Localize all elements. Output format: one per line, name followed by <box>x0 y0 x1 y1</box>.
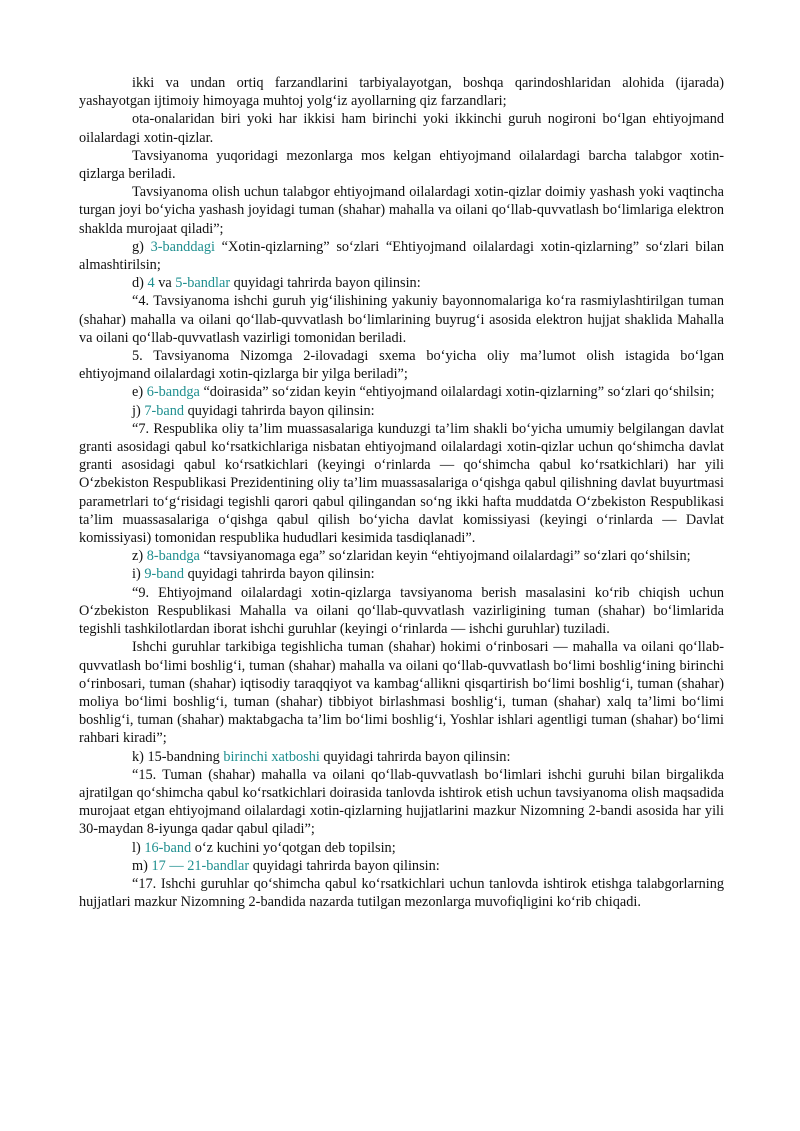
paragraph <box>79 110 724 146</box>
paragraph <box>79 274 724 292</box>
paragraph-text: quyidagi tahrirda bayon qilinsin: <box>249 857 440 874</box>
paragraph <box>79 748 724 766</box>
paragraph-text: ota-onalaridan biri yoki har ikkisi ham birinchi yoki ikkinchi guruh nogironi bo‘lgan ehtiyojmand oilalardagi xotin-qizlar. <box>79 111 724 146</box>
paragraph-text: j) <box>132 402 145 419</box>
paragraph-text: “7. Respublika oliy ta’lim muassasalariga kunduzgi ta’lim shakli bo‘yicha umumiy belgilangan davlat granti asosidagi qabul ko‘rsatkichlariga nisbatan ehtiyojmand oilalardagi xotin-qizlar uchun qo‘shimcha davlat granti asosidagi qabul ko‘rsatkichlari (keyingi o‘rinlarda — qo‘shimcha qabul ko‘rsatkichlari) har yili O‘zbekiston Respublikasi Prezidentining oliy ta’lim muassasalariga o‘qishga qabul qilishning davlat buyurtmasi parametrlari to‘g‘risidagi tegishli qarori qabul qilingandan so‘ng ikki hafta muddatda O‘zbekiston Respublikasi ta’lim muassasalariga o‘qishga qabul qilish bo‘yicha davlat komissiyasi (keyingi o‘rinlarda — Davlat komissiyasi) tomonidan respublika hududlari kesimida tasdiqlanadi”. <box>79 420 724 547</box>
paragraph-text: quyidagi tahrirda bayon qilinsin: <box>319 748 511 765</box>
paragraph-text: Ishchi guruhlar tarkibiga tegishlicha tuman (shahar) hokimi o‘rinbosari — mahalla va oilani qo‘llab-quvvatlash bo‘limi boshlig‘i, tuman (shahar) mahalla va oilani qo‘llab-quvvatlash bo‘limi boshlig‘ining birinchi o‘rinbosari, tuman (shahar) iqtisodiy taraqqiyot va kambag‘allikni qisqartirish bo‘limi boshlig‘i, tuman (shahar) moliya bo‘limi boshlig‘i, tuman (shahar) tibbiyot birlashmasi boshlig‘i, tuman (shahar) xalq ta’limi bo‘limi boshlig‘i, tuman (shahar) maktabgacha ta’lim bo‘limi boshlig‘i, Yoshlar ishlari agentligi tuman (shahar) bo‘limi rahbari kiradi”; <box>79 639 724 747</box>
document-reference-link[interactable]: 17 — 21-bandlar <box>151 857 250 874</box>
paragraph <box>79 347 724 383</box>
paragraph-text: z) <box>132 548 147 565</box>
document-reference-link[interactable]: birinchi xatboshi <box>223 748 320 765</box>
paragraph <box>79 839 724 857</box>
paragraph-text: va <box>154 275 176 292</box>
paragraph-text: quyidagi tahrirda bayon qilinsin: <box>184 402 375 419</box>
paragraph <box>79 766 724 839</box>
paragraph <box>79 74 724 110</box>
paragraph-text: Tavsiyanoma olish uchun talabgor ehtiyojmand oilalardagi xotin-qizlar doimiy yashash yoki vaqtincha turgan joyi bo‘yicha yashash joyidagi tuman (shahar) mahalla va oilani qo‘llab-quvvatlash bo‘limlariga elektron shaklda murojaat qiladi”; <box>79 184 724 237</box>
paragraph-text: quyidagi tahrirda bayon qilinsin: <box>184 566 375 583</box>
paragraph <box>79 402 724 420</box>
paragraph-text: “9. Ehtiyojmand oilalardagi xotin-qizlarga tavsiyanoma berish masalasini ko‘rib chiqish uchun O‘zbekiston Respublikasi Mahalla va oilani qo‘llab-quvvatlash vazirligining tuman (shahar) bo‘limlarida tegishli tashkilotlardan iborat ishchi guruhlar (keyingi o‘rinlarda — ishchi guruhlar) tuziladi. <box>79 584 724 638</box>
paragraph-text: ikki va undan ortiq farzandlarini tarbiyalayotgan, boshqa qarindoshlaridan alohida (ijarada) yashayotgan ijtimoiy himoyaga muhtoj yolg‘iz ayollarning qiz farzandlari; <box>79 75 724 110</box>
paragraph <box>79 565 724 583</box>
document-reference-link[interactable]: 9-band <box>144 566 185 583</box>
paragraph <box>79 875 724 911</box>
paragraph <box>79 420 724 547</box>
paragraph-text: Tavsiyanoma yuqoridagi mezonlarga mos kelgan ehtiyojmand oilalardagi barcha talabgor xotin-qizlarga beriladi. <box>79 147 724 183</box>
paragraph <box>79 183 724 238</box>
document-reference-link[interactable]: 4 <box>147 275 155 292</box>
document-body <box>79 74 724 911</box>
paragraph-text: d) <box>132 275 148 292</box>
paragraph-text: i) <box>132 566 145 583</box>
paragraph-text: k) 15-bandning <box>132 748 224 765</box>
paragraph-text: “Xotin-qizlarning” so‘zlari “Ehtiyojmand oilalardagi xotin-qizlarning” so‘zlari bilan almashtirilsin; <box>79 238 725 274</box>
paragraph-text: “doirasida” so‘zidan keyin “ehtiyojmand oilalardagi xotin-qizlarning” so‘zlari qo‘shilsin; <box>199 384 715 401</box>
document-reference-link[interactable]: 3-banddagi <box>150 238 215 255</box>
paragraph <box>79 383 724 401</box>
paragraph-text: o‘z kuchini yo‘qotgan deb topilsin; <box>191 839 396 856</box>
paragraph-text: “17. Ishchi guruhlar qo‘shimcha qabul ko‘rsatkichlari uchun tanlovda ishtirok etishga talabgorlarning hujjatlari mazkur Nizomning 2-bandida nazarda tutilgan mezonlarga muvofiqligini ko‘rib chiqadi. <box>79 875 724 911</box>
paragraph <box>79 238 724 274</box>
document-reference-link[interactable]: 8-bandga <box>146 548 200 565</box>
paragraph-text: 5. Tavsiyanoma Nizomga 2-ilovadagi sxema bo‘yicha oliy ma’lumot olish istagida bo‘lgan ehtiyojmand oilalardagi xotin-qizlarga bir yilga beriladi”; <box>79 348 724 383</box>
paragraph-text: “4. Tavsiyanoma ishchi guruh yig‘ilishining yakuniy bayonnomalariga ko‘ra rasmiylashtirilgan tuman (shahar) mahalla va oilani qo‘llab-quvvatlash bo‘limlarining buyrug‘i asosida elektron hujjat shaklida Mahalla va oilani qo‘llab-quvvatlash vazirligi tomonidan beriladi. <box>79 293 724 346</box>
paragraph <box>79 147 724 183</box>
paragraph-text: m) <box>132 857 152 874</box>
document-reference-link[interactable]: 16-band <box>144 839 192 856</box>
document-reference-link[interactable]: 5-bandlar <box>175 275 231 292</box>
paragraph-text: quyidagi tahrirda bayon qilinsin: <box>230 275 421 292</box>
paragraph-text: g) <box>132 238 151 255</box>
paragraph-text: e) <box>132 384 147 401</box>
document-reference-link[interactable]: 7-band <box>144 402 185 419</box>
paragraph <box>79 584 724 639</box>
document-reference-link[interactable]: 6-bandga <box>146 384 200 401</box>
paragraph <box>79 547 724 565</box>
paragraph <box>79 857 724 875</box>
paragraph-text: “tavsiyanomaga ega” so‘zlaridan keyin “ehtiyojmand oilalardagi” so‘zlari qo‘shilsin; <box>199 548 691 565</box>
paragraph-text: “15. Tuman (shahar) mahalla va oilani qo‘llab-quvvatlash bo‘limlari ishchi guruhi bilan birgalikda ajratilgan qo‘shimcha qabul ko‘rsatkichlari doirasida tanlovda ishtirok etish uchun tavsiyanoma olish maqsadida murojaat etgan ehtiyojmand oilalardagi xotin-qizlarning hujjatlarini mazkur Nizomning 2-bandi asosida har yili 30-maydan 8-iyunga qadar qabul qiladi”; <box>79 766 724 838</box>
paragraph-text: l) <box>132 839 145 856</box>
paragraph <box>79 292 724 347</box>
paragraph <box>79 638 724 747</box>
